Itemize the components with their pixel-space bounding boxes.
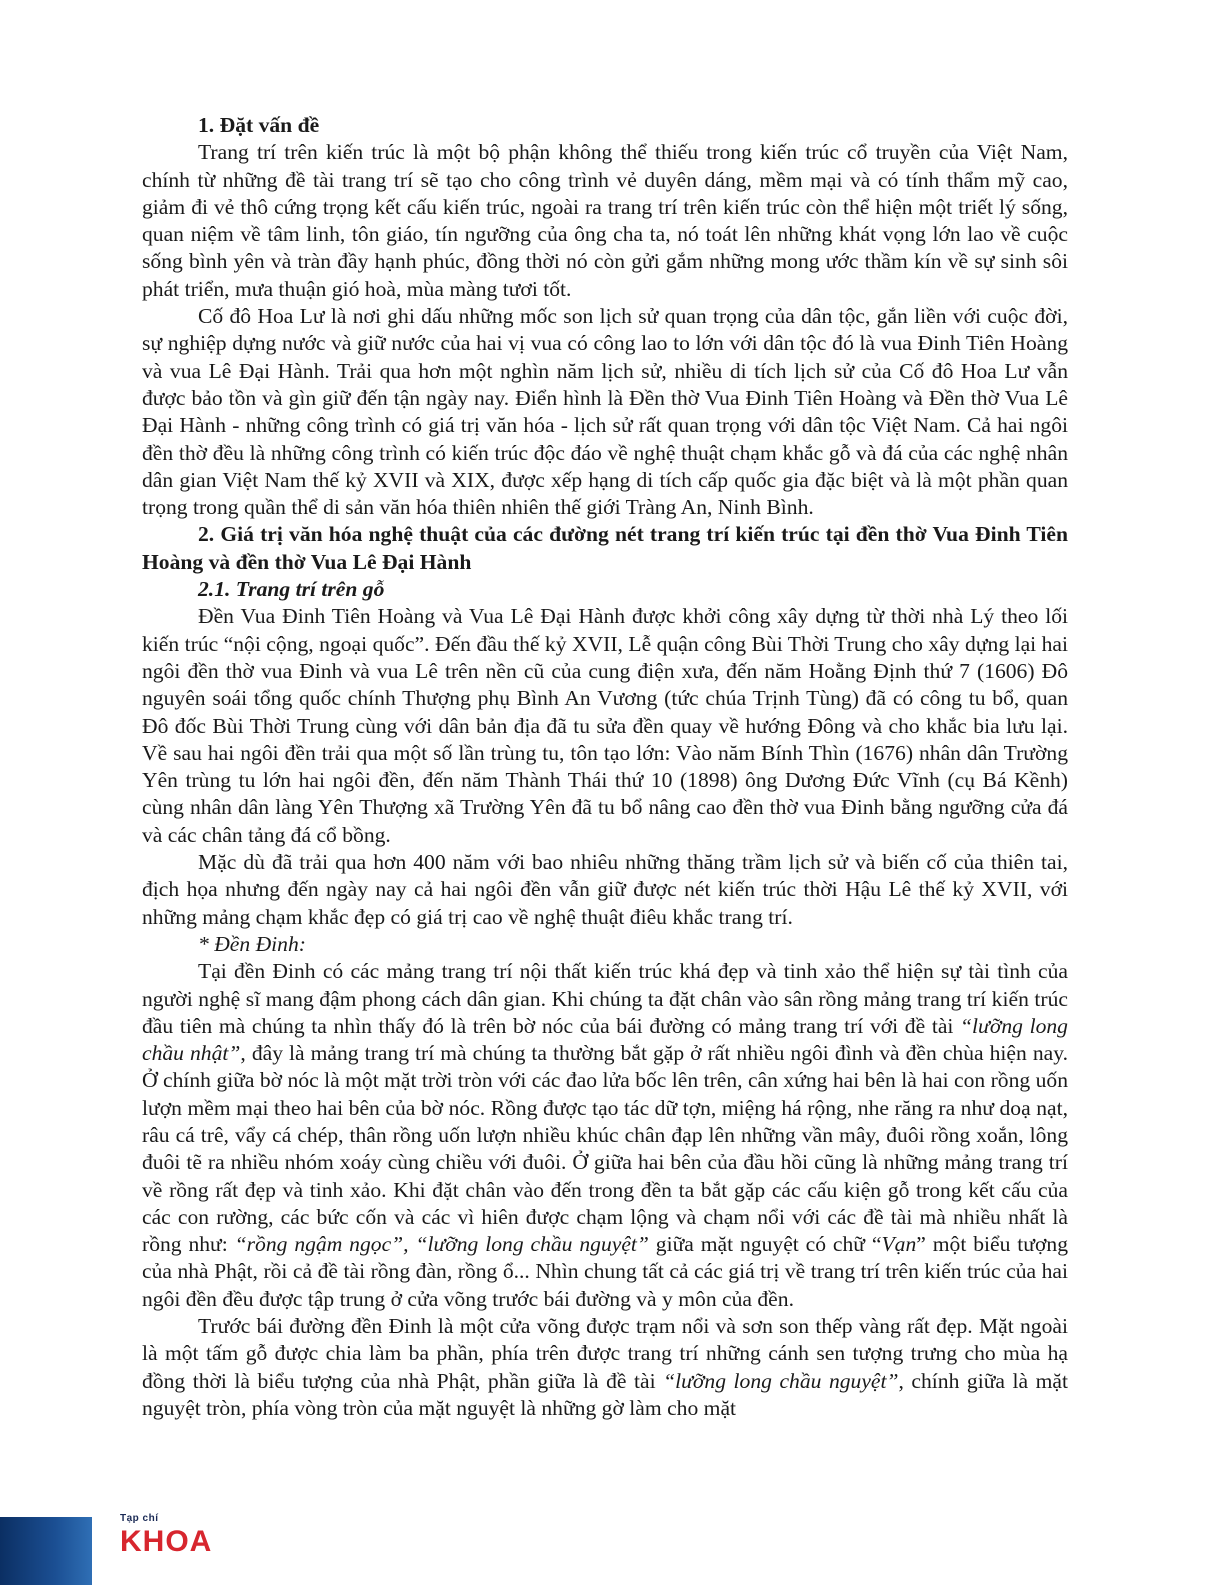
journal-logo	[120, 1513, 290, 1585]
section-heading-2: 2. Giá trị văn hóa nghệ thuật của các đường nét trang trí kiến trúc tại đền thờ Vua Đinh Tiên Hoàng và đền thờ Vua Lê Đại Hành	[142, 522, 1068, 574]
p5-italic-f: Vạn	[881, 1232, 917, 1257]
section-heading-1: 1. Đặt vấn đề	[198, 113, 320, 137]
logo-small-text: Tạp chí	[120, 1513, 159, 1524]
logo-main-text: KHOA	[120, 1525, 213, 1558]
paragraph-5	[142, 958, 1068, 1313]
p5-text-g: ” một biểu tượng của nhà Phật, rồi cả đề tài rồng đàn, rồng ổ... Nhìn chung tất cả các giá trị về trang trí trên kiến trúc của hai ngôi đền đều được tập trung ở cửa võng trước bái đường và y môn của đền.	[142, 1232, 1068, 1311]
document-body	[142, 112, 1068, 1422]
footer-blue-bar	[0, 1517, 92, 1585]
paragraph-4: Mặc dù đã trải qua hơn 400 năm với bao nhiêu những thăng trầm lịch sử và biến cố của thiên tai, địch họa nhưng đến ngày nay cả hai ngôi đền vẫn giữ được nét kiến trúc thời Hậu Lê thế kỷ XVII, với những mảng chạm khắc đẹp có giá trị cao về nghệ thuật điêu khắc trang trí.	[142, 850, 1068, 929]
paragraph-6	[142, 1313, 1068, 1422]
p6-text-c: , chính giữa là mặt nguyệt tròn, phía vòng tròn của mặt nguyệt là những gờ làm cho mặt	[142, 1368, 1068, 1420]
p5-text-c: , đây là mảng trang trí mà chúng ta thường bắt gặp ở rất nhiều ngôi đình và đền chùa hiện nay. Ở chính giữa bờ nóc là một mặt trời tròn với các đao lửa bốc lên trên, cân xứng hai bên là hai con rồng uốn lượn mềm mại theo hai bên của bờ nóc. Rồng được tạo tác dữ tợn, miệng há rộng, nhe răng ra như doạ nạt, râu cá trê, vẩy cá chép, thân rồng uốn lượn nhiều khúc chân đạp lên những vần mây, đuôi rồng xoắn, lông đuôi tẽ ra nhiều nhóm xoáy cùng chiều với đuôi. Ở giữa hai bên của đầu hồi cũng là những mảng trang trí về rồng rất đẹp và tinh xảo. Khi đặt chân vào đến trong đền ta bắt gặp các cấu kiện gỗ trong kết cấu của các con rường, các bức cốn và các vì hiên được chạm lộng và chạm nổi với các đề tài mà nhiều nhất là rồng như:	[142, 1041, 1068, 1257]
paragraph-1: Trang trí trên kiến trúc là một bộ phận không thể thiếu trong kiến trúc cổ truyền của Việt Nam, chính từ những đề tài trang trí sẽ tạo cho công trình vẻ duyên dáng, mềm mại và có tính thẩm mỹ cao, giảm đi vẻ thô cứng trọng kết cấu kiến trúc, ngoài ra trang trí trên kiến trúc còn thể hiện một triết lý sống, quan niệm về tâm linh, tôn giáo, tín ngưỡng của ông cha ta, nó toát lên những khát vọng lớn lao về cuộc sống bình yên và tràn đầy hạnh phúc, đồng thời nó còn gửi gắm những mong ước thầm kín về sự sinh sôi phát triển, mưa thuận gió hoà, mùa màng tươi tốt.	[142, 140, 1068, 301]
p6-italic-b: “lưỡng long chầu nguyệt”	[663, 1368, 899, 1393]
p5-text-a: Tại đền Đinh có các mảng trang trí nội thất kiến trúc khá đẹp và tinh xảo thể hiện sự tài tình của người nghệ sĩ mang đậm phong cách dân gian. Khi chúng ta đặt chân vào sân rồng mảng trang trí kiến trúc đầu tiên mà chúng ta nhìn thấy đó là trên bờ nóc của bái đường có mảng trang trí với đề tài	[142, 959, 1068, 1038]
subcaption-den-dinh: * Đền Đinh:	[198, 931, 306, 956]
p5-text-e: giữa mặt nguyệt có chữ “	[648, 1232, 882, 1257]
p5-italic-d: “rồng ngậm ngọc”, “lưỡng long chầu nguyệt”	[234, 1232, 649, 1257]
paragraph-2: Cố đô Hoa Lư là nơi ghi dấu những mốc son lịch sử quan trọng của dân tộc, gắn liền với cuộc đời, sự nghiệp dựng nước và giữ nước của hai vị vua có công lao to lớn với dân tộc đó là vua Đinh Tiên Hoàng và vua Lê Đại Hành. Trải qua hơn một nghìn năm lịch sử, nhiều di tích lịch sử của Cố đô Hoa Lư vẫn được bảo tồn và gìn giữ đến tận ngày nay. Điển hình là Đền thờ Vua Đinh Tiên Hoàng và Đền thờ Vua Lê Đại Hành - những công trình có giá trị văn hóa - lịch sử rất quan trọng với dân tộc Việt Nam. Cả hai ngôi đền thờ đều là những công trình có kiến trúc độc đáo về nghệ thuật chạm khắc gỗ và đá của các nghệ nhân dân gian Việt Nam thế kỷ XVII và XIX, được xếp hạng di tích cấp quốc gia đặc biệt và là một phần quan trọng trong quần thể di sản văn hóa thiên nhiên thế giới Tràng An, Ninh Bình.	[142, 304, 1068, 520]
p5-italic-b: “lưỡng long chầu nhật”	[142, 1013, 1068, 1066]
paragraph-3: Đền Vua Đinh Tiên Hoàng và Vua Lê Đại Hành được khởi công xây dựng từ thời nhà Lý theo lối kiến trúc “nội cộng, ngoại quốc”. Đến đầu thế kỷ XVII, Lễ quận công Bùi Thời Trung cho xây dựng lại hai ngôi đền thờ vua Đinh và vua Lê trên nền cũ của cung điện xưa, đến năm Hoằng Định thứ 7 (1606) Đô nguyên soái tổng quốc chính Thượng phụ Bình An Vương (tức chúa Trịnh Tùng) đã có công tu bổ, quan Đô đốc Bùi Thời Trung cùng với dân bản địa đã tu sửa đền quay về hướng Đông và cho khắc bia lưu lại. Về sau hai ngôi đền trải qua một số lần trùng tu, tôn tạo lớn: Vào năm Bính Thìn (1676) nhân dân Trường Yên trùng tu lớn hai ngôi đền, đến năm Thành Thái thứ 10 (1898) ông Dương Đức Vĩnh (cụ Bá Kềnh) cùng nhân dân làng Yên Thượng xã Trường Yên đã tu bổ nâng cao đền thờ vua Đinh bằng ngưỡng cửa đá và các chân tảng đá cổ bồng.	[142, 604, 1068, 847]
subsection-heading-2-1: 2.1. Trang trí trên gỗ	[198, 577, 385, 602]
p6-text-a: Trước bái đường đền Đinh là một cửa võng được trạm nổi và sơn son thếp vàng rất đẹp. Mặt ngoài là một tấm gỗ được chia làm ba phần, phía trên được trang trí những cánh sen tượng trưng cho mùa hạ đồng thời là biểu tượng của nhà Phật, phần giữa là đề tài	[142, 1314, 1068, 1393]
